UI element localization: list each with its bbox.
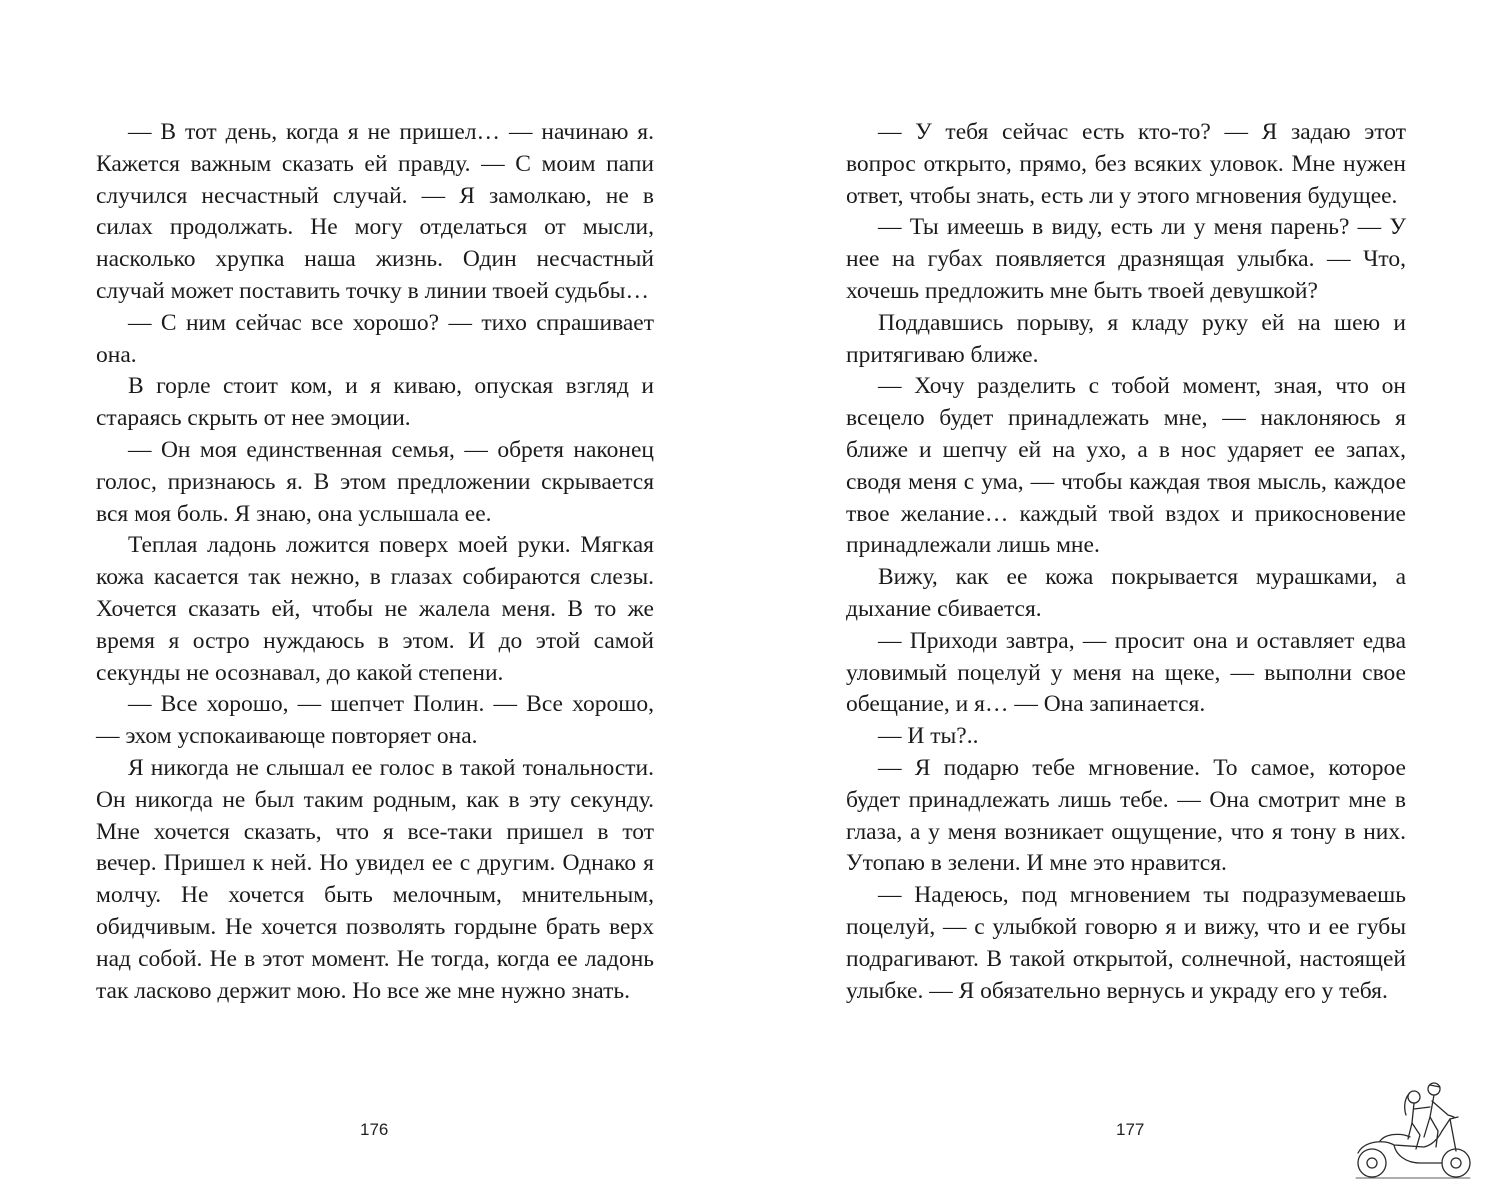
left-page-text (96, 117, 654, 1007)
paragraph: — С ним сейчас все хорошо? — тихо спрашивает она. (96, 309, 654, 368)
page-number-left: 176 (360, 1120, 389, 1139)
paragraph: — Приходи завтра, — просит она и оставляет едва уловимый поцелуй у меня на щеке, — выполни свое обещание, и я… — Она запинается. (846, 627, 1406, 718)
paragraph: — Он моя единственная семья, — обретя наконец голос, признаюсь я. В этом предложении скрывается вся моя боль. Я знаю, она услышала ее. (96, 436, 654, 527)
paragraph: — Ты имеешь в виду, есть ли у меня парень? — У нее на губах появляется дразнящая улыбка. — Что, хочешь предложить мне быть твоей девушкой? (846, 214, 1406, 304)
couple-on-scooter-illustration (1350, 1075, 1476, 1183)
paragraph: Я никогда не слышал ее голос в такой тональности. Он никогда не был таким родным, как в эту секунду. Мне хочется сказать, что я все-таки пришел в тот вечер. Пришел к ней. Но увидел ее с другим. Однако я молчу. Не хочется быть мелочным, мнительным, обидчивым. Не хочется позволять гордыне брать верх над собой. Не в этот момент. Не тогда, когда ее ладонь так ласково держит мою. Но все же мне нужно знать. (96, 754, 654, 1004)
paragraph: — И ты?.. (878, 723, 979, 750)
paragraph: — У тебя сейчас есть кто-то? — Я задаю этот вопрос открыто, прямо, без всяких уловок. Мне нужен ответ, чтобы знать, есть ли у этого мгновения будущее. (846, 119, 1406, 209)
paragraph: — Все хорошо, — шепчет Полин. — Все хорошо, — эхом успокаивающе повторяет она. (96, 691, 654, 750)
paragraph: — Надеюсь, под мгновением ты подразумеваешь поцелуй, — с улыбкой говорю я и вижу, что и ее губы подрагивают. В такой открытой, солнечной, настоящей улыбке. — Я обязательно вернусь и украду его у тебя. (846, 882, 1406, 1004)
paragraph: — В тот день, когда я не пришел… — начинаю я. Кажется важным сказать ей правду. — С моим папи случился несчастный случай. — Я замолкаю, не в силах продолжать. Не могу отделаться от мысли, насколько хрупка наша жизнь. Один несчастный случай может поставить точку в линии твоей судьбы… (96, 119, 654, 304)
right-page (750, 0, 1500, 1200)
paragraph: Теплая ладонь ложится поверх моей руки. Мягкая кожа касается так нежно, в глазах собираются слезы. Хочется сказать ей, чтобы не жалела меня. В то же время я остро нуждаюсь в этом. И до этой самой секунды не осознавал, до какой степени. (96, 532, 654, 686)
page-number-right: 177 (1116, 1120, 1145, 1139)
right-page-text (846, 117, 1406, 1007)
paragraph: — Я подарю тебе мгновение. То самое, которое будет принадлежать лишь тебе. — Она смотрит мне в глаза, а у меня возникает ощущение, что я тону в них. Утопаю в зелени. И мне это нравится. (846, 754, 1406, 877)
paragraph: Поддавшись порыву, я кладу руку ей на шею и притягиваю ближе. (846, 309, 1406, 368)
paragraph: Вижу, как ее кожа покрывается мурашками, а дыхание сбивается. (846, 564, 1406, 622)
paragraph: В горле стоит ком, и я киваю, опуская взгляд и стараясь скрыть от нее эмоции. (96, 373, 654, 432)
paragraph: — Хочу разделить с тобой момент, зная, что он всецело будет принадлежать мне, — наклоняюсь я ближе и шепчу ей на ухо, а в нос ударяет ее запах, сводя меня с ума, — чтобы каждая твоя мысль, каждое твое желание… каждый твой вздох и прикосновение принадлежали лишь мне. (846, 373, 1406, 559)
